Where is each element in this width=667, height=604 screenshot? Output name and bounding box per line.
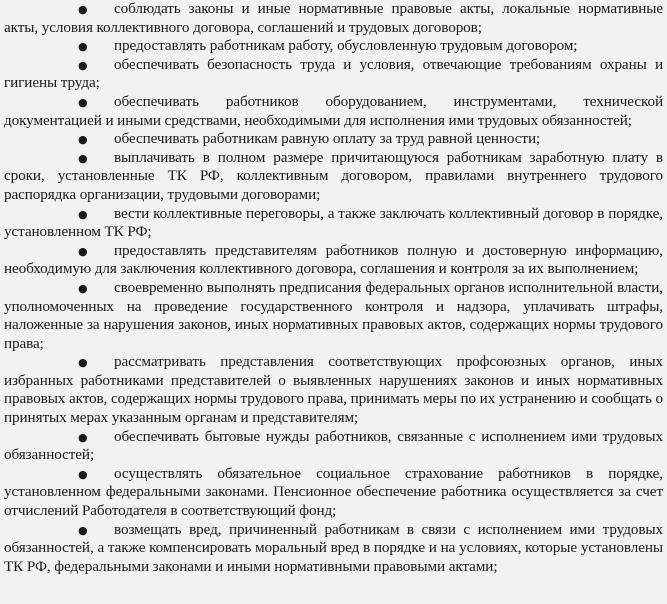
list-item — [4, 205, 663, 242]
bullet-icon: ● — [78, 95, 88, 109]
list-item-text: предоставлять работникам работу, обусловленную трудовым договором; — [114, 37, 578, 55]
list-item — [4, 428, 663, 465]
bullet-icon: ● — [78, 467, 88, 481]
list-item-text: обеспечивать бытовые нужды работников, связанные с исполнением ими трудовых обязанностей; — [4, 427, 663, 464]
list-item-text: предоставлять представителям работников полную и достоверную информацию, необходимую для заключения коллективного договора, соглашения и контроля за их выполнением; — [4, 241, 663, 278]
bullet-icon: ● — [78, 133, 88, 147]
list-item — [4, 149, 663, 205]
list-item — [4, 130, 663, 149]
list-item — [4, 279, 663, 353]
list-item-text: возмещать вред, причиненный работникам в связи с исполнением ими трудовых обязанностей, а также компенсировать моральный вред в порядке и на условиях, которые установлены ТК РФ, федеральными законами и иными нормативными правовыми актами; — [4, 520, 663, 575]
list-item — [4, 93, 663, 130]
list-item-text: осуществлять обязательное социальное страхование работников в порядке, установленном федеральными законами. Пенсионное обеспечение работника осуществляется за счет отчислений Работодателя в соответствующий фонд; — [4, 464, 663, 520]
bullet-icon: ● — [78, 281, 88, 295]
list-item-text: выплачивать в полном размере причитающуюся работникам заработную плату в сроки, установленные ТК РФ, коллективным договором, правилами внутреннего трудового распорядка организации, трудовыми договорами; — [4, 148, 663, 203]
list-item — [4, 242, 663, 279]
list-item-text: соблюдать законы и иные нормативные правовые акты, локальные нормативные акты, условия коллективного договора, соглашений и трудовых договоров; — [4, 0, 663, 36]
list-item-text: обеспечивать работникам равную оплату за труд равной ценности; — [114, 130, 541, 148]
list-item-text: своевременно выполнять предписания федеральных органов исполнительной власти, уполномоченных на проведение государственного контроля и надзора, уплачивать штрафы, наложенные за нарушения законов, иных нормативных правовых актов, содержащих нормы трудового права; — [4, 278, 663, 352]
bullet-icon: ● — [78, 430, 88, 444]
list-item-text: обеспечивать работников оборудованием, инструментами, технической документацией и иными средствами, необходимыми для исполнения ими трудовых обязанностей; — [4, 92, 663, 129]
bullet-icon: ● — [78, 151, 88, 165]
list-item — [4, 56, 663, 93]
list-item — [4, 37, 663, 56]
list-item — [4, 521, 663, 577]
list-item — [4, 0, 663, 37]
list-item-text: вести коллективные переговоры, а также заключать коллективный договор в порядке, установленном ТК РФ; — [4, 204, 663, 241]
employer-duties-list — [4, 0, 663, 576]
bullet-icon: ● — [78, 244, 88, 258]
bullet-icon: ● — [78, 58, 88, 72]
bullet-icon: ● — [78, 40, 88, 54]
list-item — [4, 465, 663, 521]
bullet-icon: ● — [78, 3, 88, 16]
list-item-text: рассматривать представления соответствующих профсоюзных органов, иных избранных работниками представителей о выявленных нарушениях законов и иных нормативных правовых актов, содержащих нормы трудового права, принимать меры по их устранению и сообщать о принятых мерах указанным органам и представителям; — [4, 353, 663, 427]
list-item-text: обеспечивать безопасность труда и условия, отвечающие требованиям охраны и гигиены труда; — [4, 55, 663, 92]
list-item — [4, 353, 663, 427]
bullet-icon: ● — [78, 207, 88, 221]
bullet-icon: ● — [78, 356, 88, 370]
bullet-icon: ● — [78, 523, 88, 537]
